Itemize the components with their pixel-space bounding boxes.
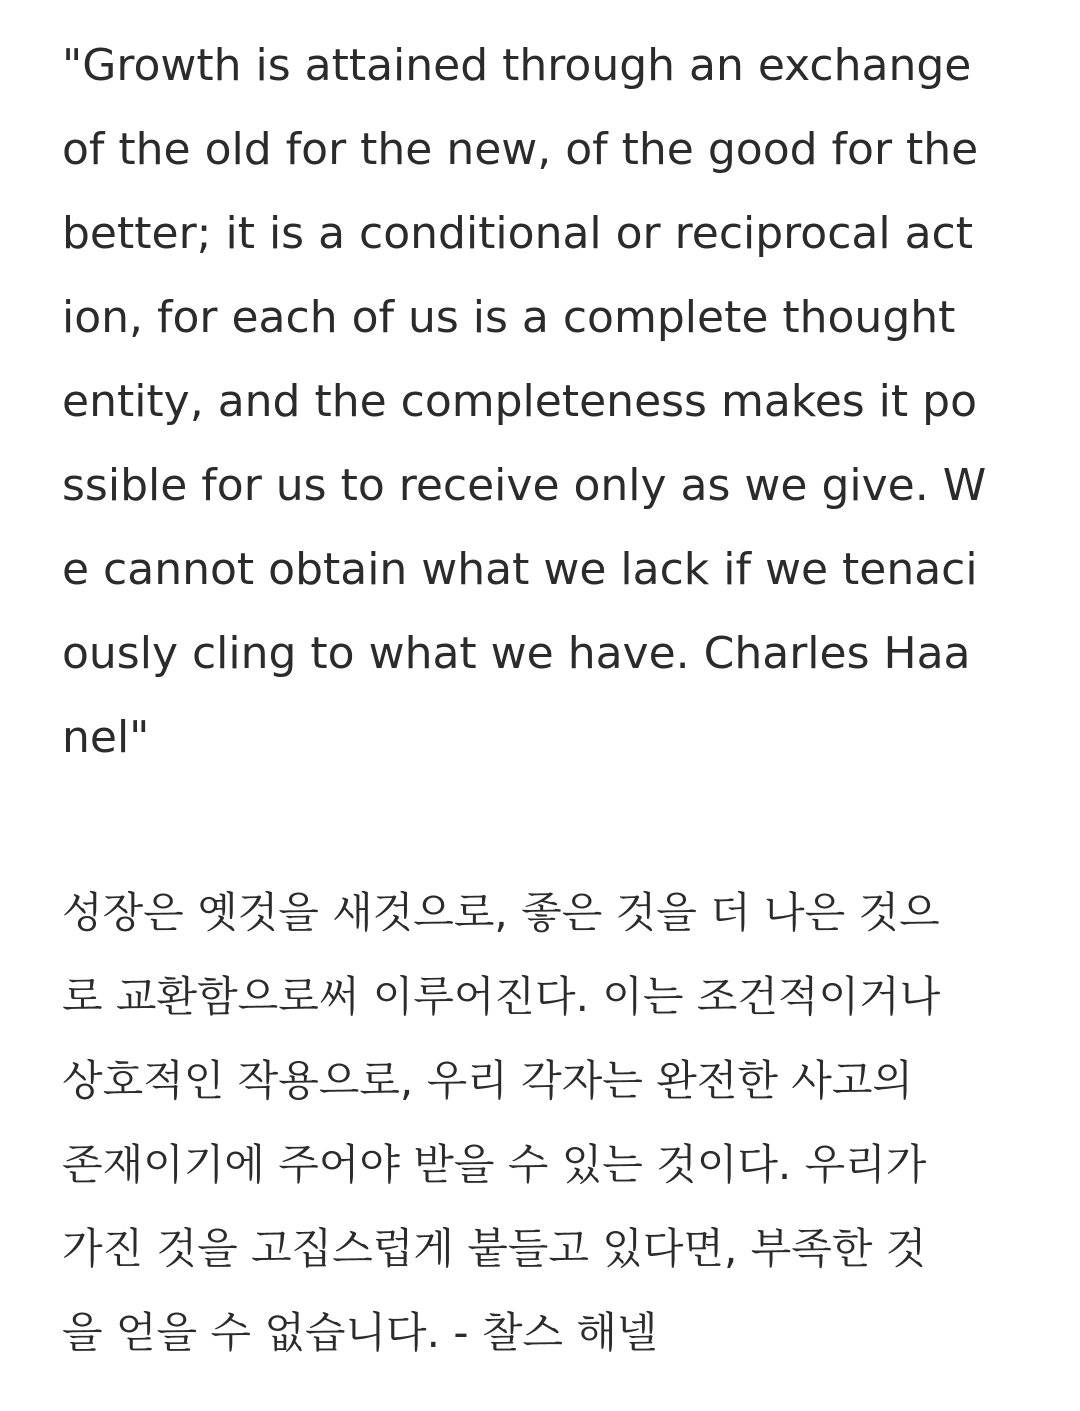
english-quote-line: e cannot obtain what we lack if we tenaci	[62, 544, 978, 595]
english-quote-line: of the old for the new, of the good for the	[62, 124, 979, 175]
korean-translation-line: 성장은 옛것을 새것으로, 좋은 것을 더 나은 것으	[62, 888, 940, 937]
korean-translation-line: 가진 것을 고집스럽게 붙들고 있다면, 부족한 것	[62, 1224, 927, 1273]
english-quote-line: "Growth is attained through an exchange	[62, 40, 972, 91]
english-quote-line: entity, and the completeness makes it po	[62, 376, 977, 427]
english-quote-line: ssible for us to receive only as we give. W	[62, 460, 987, 511]
english-quote-line: ously cling to what we have. Charles Haa	[62, 628, 971, 679]
english-quote-line: better; it is a conditional or reciprocal act	[62, 208, 973, 259]
korean-translation-line: 상호적인 작용으로, 우리 각자는 완전한 사고의	[62, 1056, 913, 1105]
english-quote-line: nel"	[62, 712, 150, 763]
korean-translation-line: 을 얻을 수 없습니다. - 찰스 해넬	[62, 1308, 658, 1357]
korean-translation-line: 로 교환함으로써 이루어진다. 이는 조건적이거나	[62, 972, 941, 1021]
english-quote-line: ion, for each of us is a complete thought	[62, 292, 956, 343]
korean-translation-line: 존재이기에 주어야 받을 수 있는 것이다. 우리가	[62, 1140, 927, 1189]
